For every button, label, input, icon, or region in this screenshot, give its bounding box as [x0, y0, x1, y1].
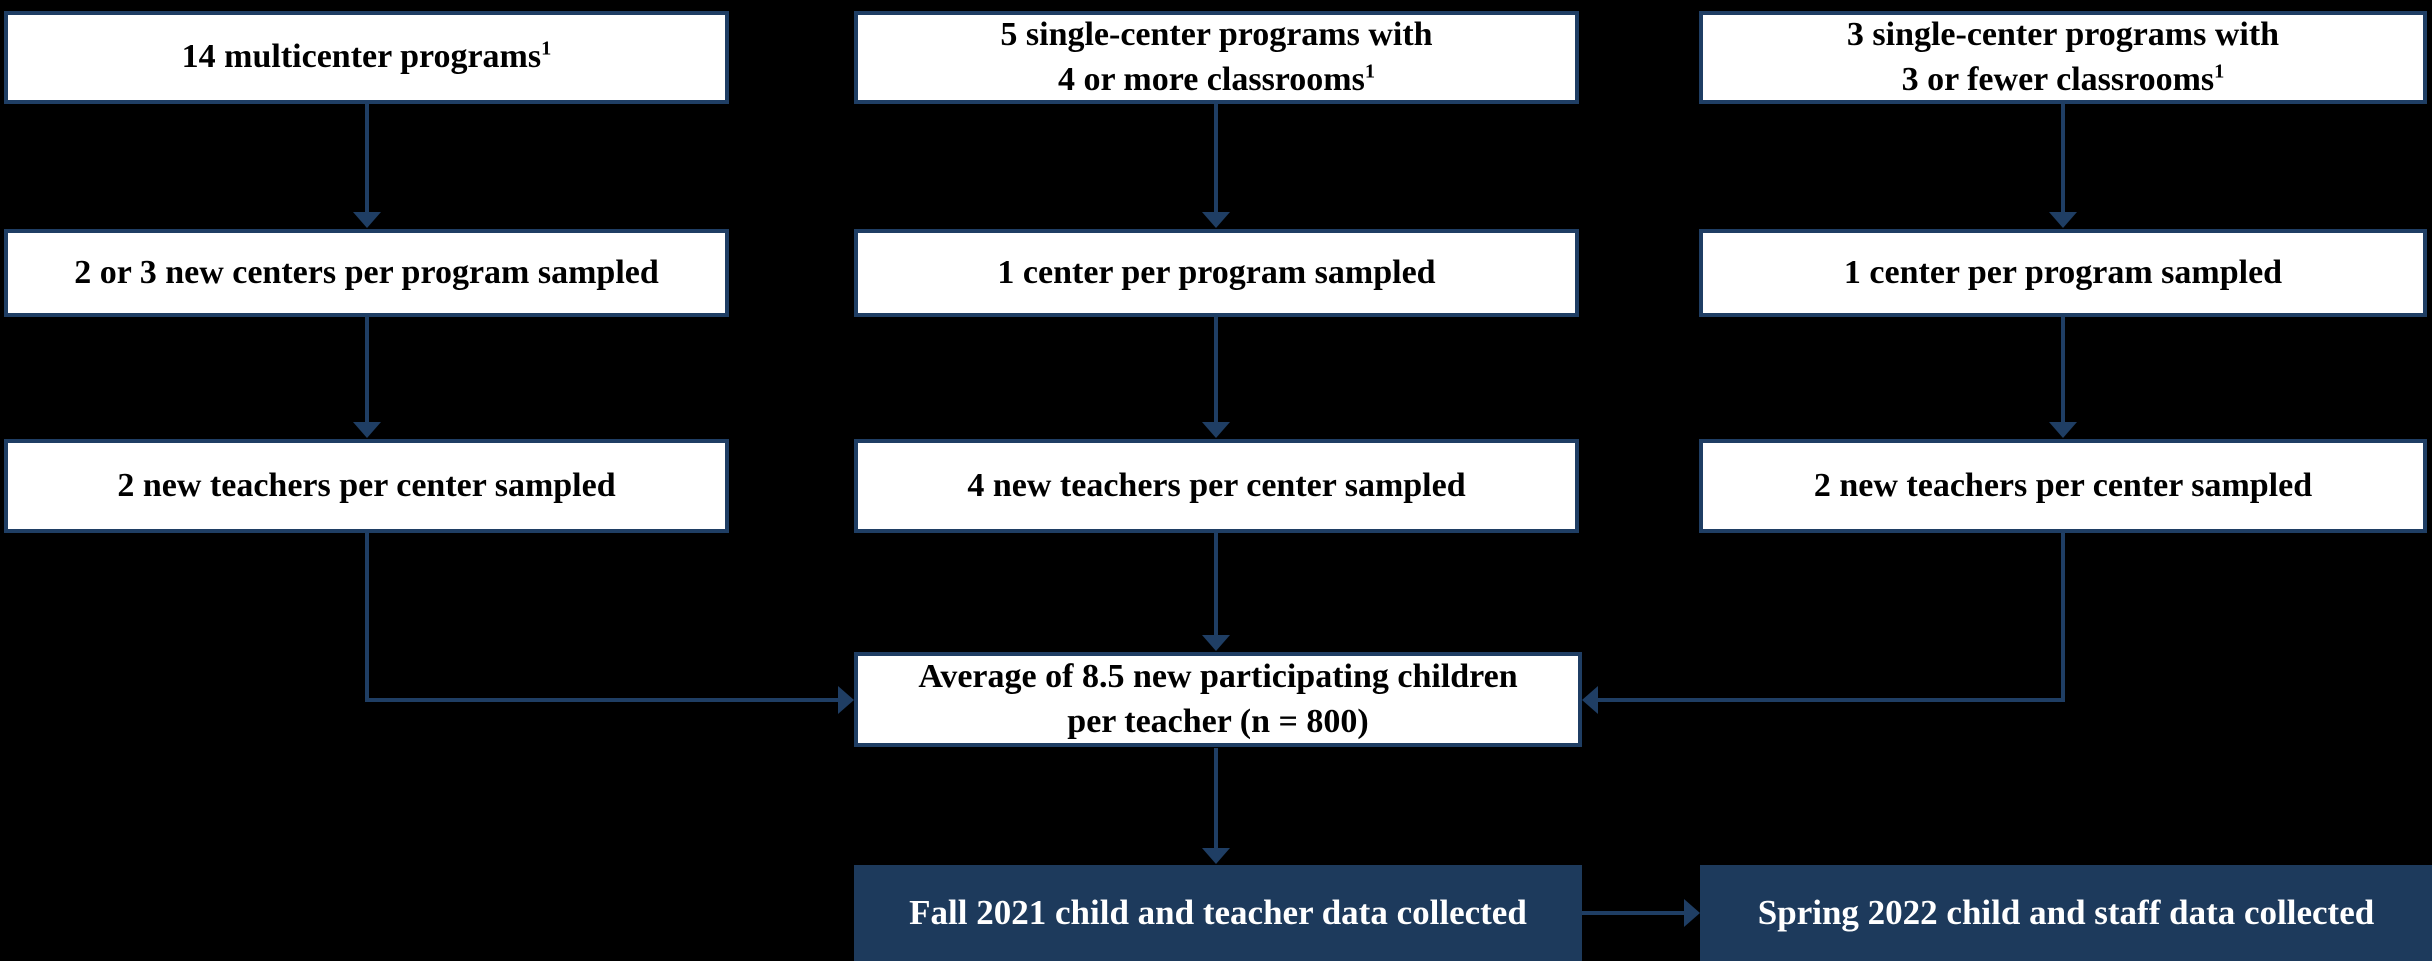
footnote-marker: 1 — [2214, 60, 2225, 83]
box-centers-sampled-right — [1699, 229, 2427, 317]
box-text: 4 new teachers per center sampled — [967, 466, 1466, 504]
box-text: 1 center per program sampled — [1843, 253, 2283, 291]
box-text: per teacher (n = 800) — [1067, 702, 1369, 740]
box-single-center-3fewer — [1699, 11, 2427, 104]
footnote-marker: 1 — [1364, 60, 1376, 83]
box-text: 1 center per program sampled — [997, 253, 1436, 291]
footnote-marker: 1 — [541, 37, 552, 60]
box-single-center-4plus — [854, 11, 1579, 104]
box-children-average — [854, 652, 1582, 747]
box-teachers-sampled-mid — [854, 439, 1579, 533]
box-text: 14 multicenter programs$^1$ — [181, 37, 552, 76]
box-text: Average of 8.5 new participating children — [918, 657, 1518, 695]
box-teachers-sampled-left — [4, 439, 729, 533]
box-text: 3 single-center programs with — [1846, 15, 2280, 53]
box-fall-2021-data — [854, 865, 1582, 961]
box-text: Fall 2021 child and teacher data collected — [909, 892, 1527, 932]
box-centers-sampled-left — [4, 229, 729, 317]
box-text: 2 new teachers per center sampled — [117, 466, 616, 504]
box-text: 4 or more classrooms$^1$ — [1057, 60, 1376, 98]
box-teachers-sampled-right — [1699, 439, 2427, 533]
box-text: 2 new teachers per center sampled — [1813, 466, 2313, 504]
box-centers-sampled-mid — [854, 229, 1579, 317]
box-text: 2 or 3 new centers per program sampled — [74, 253, 659, 291]
box-spring-2022-data — [1700, 865, 2432, 961]
box-text: 5 single-center programs with — [1000, 15, 1433, 53]
box-text: Spring 2022 child and staff data collected — [1757, 892, 2375, 932]
box-multicenter-programs — [4, 11, 729, 104]
box-text: 3 or fewer classrooms$^1$ — [1901, 60, 2225, 98]
